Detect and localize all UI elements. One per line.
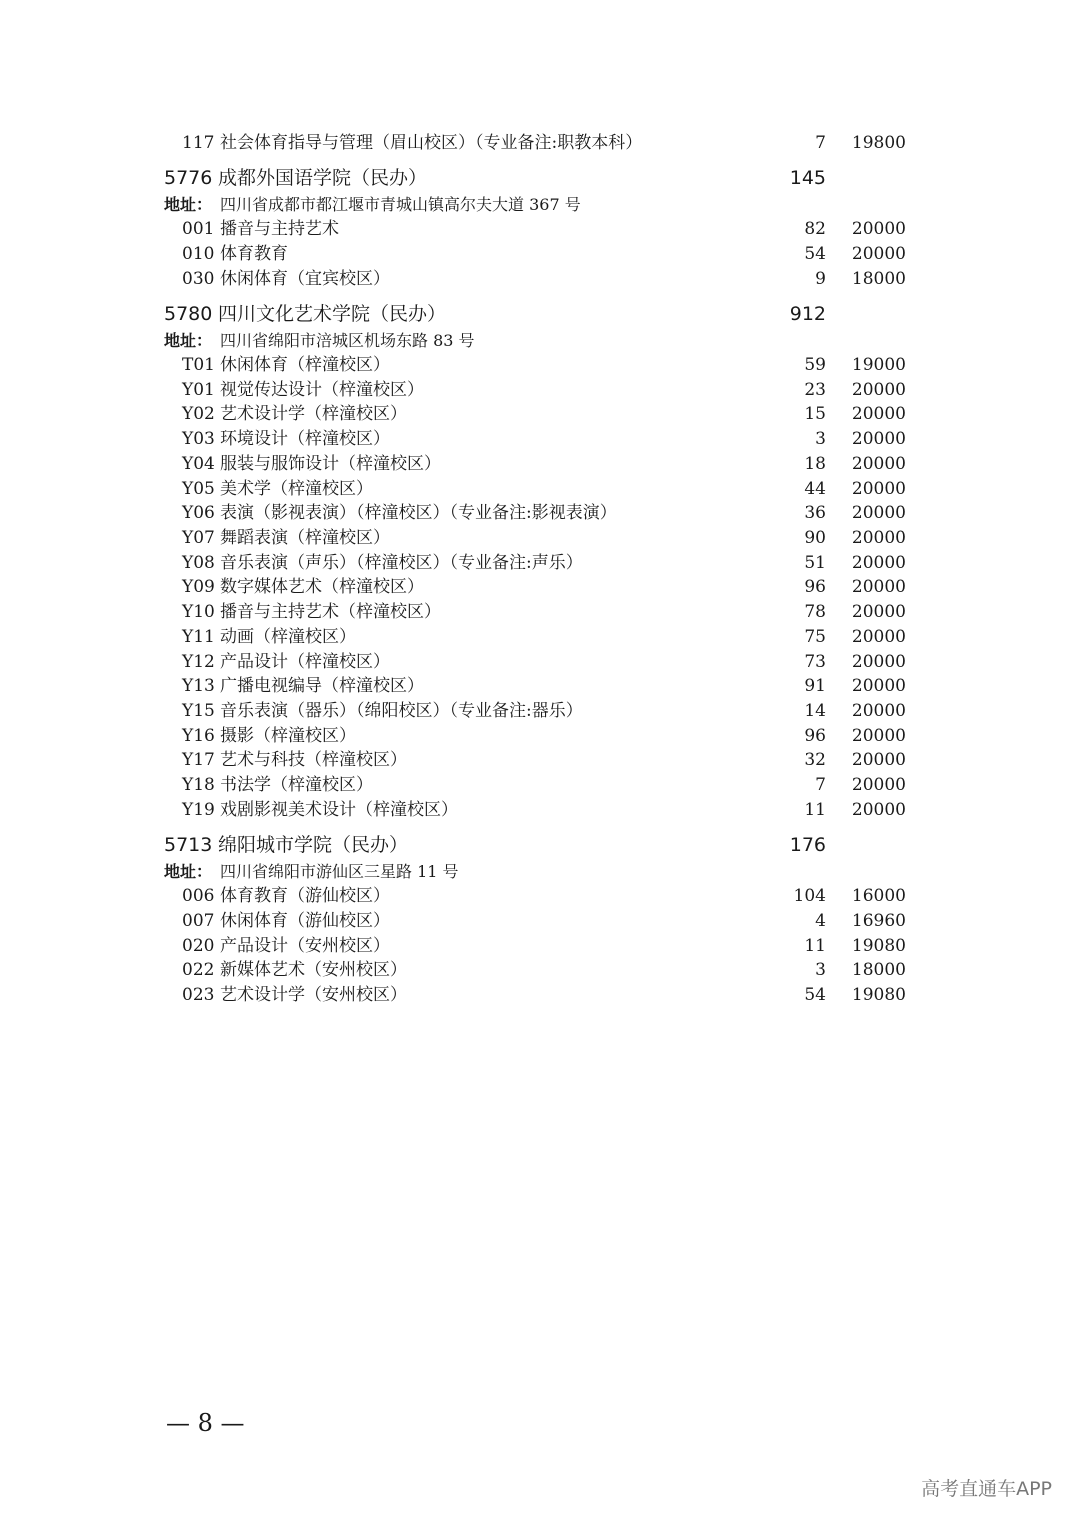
program-count: 91 [804,676,826,696]
program-name: 戏剧影视美术设计（梓潼校区） [220,800,458,820]
program-code: 001 [182,219,215,239]
program-code: Y01 [182,380,215,400]
program-row [0,650,1080,675]
program-name: 休闲体育（梓潼校区） [220,355,390,375]
program-count: 23 [804,380,826,400]
program-code: Y19 [182,800,215,820]
program-code: Y13 [182,676,215,696]
program-code: Y15 [182,701,215,721]
program-fee: 20000 [851,726,906,746]
program-name: 新媒体艺术（安州校区） [220,960,407,980]
school-header [0,833,1080,858]
program-row [0,798,1080,823]
program-row [0,353,1080,378]
program-count: 3 [815,960,826,980]
school-code: 5713 [164,834,213,856]
program-name: 社会体育指导与管理（眉山校区）（专业备注:职教本科） [220,133,643,153]
program-code: Y09 [182,577,215,597]
program-fee: 16960 [851,911,906,931]
address-text: 四川省成都市都江堰市青城山镇高尔夫大道 367 号 [220,195,581,214]
program-name: 艺术设计学（安州校区） [220,985,407,1005]
program-code: 022 [182,960,215,980]
program-code: Y18 [182,775,215,795]
watermark-text: 高考直通车APP [921,1478,1052,1500]
school-name: 四川文化艺术学院（民办） [218,303,447,325]
program-fee: 19080 [851,985,906,1005]
program-name: 视觉传达设计（梓潼校区） [220,380,424,400]
program-count: 14 [804,701,826,721]
program-fee: 20000 [851,553,906,573]
program-code: Y16 [182,726,215,746]
program-row [0,242,1080,267]
program-fee: 19800 [851,133,906,153]
program-name: 体育教育（游仙校区） [220,886,390,906]
school-count: 176 [789,834,826,856]
address-label: 地址： [164,331,213,350]
program-row [0,131,1080,156]
program-name: 书法学（梓潼校区） [220,775,373,795]
program-fee: 20000 [851,652,906,672]
school-header [0,166,1080,191]
program-row [0,983,1080,1008]
program-fee: 20000 [851,219,906,239]
school-address [0,192,1080,217]
program-name: 休闲体育（宜宾校区） [220,269,390,289]
program-row [0,958,1080,983]
program-code: T01 [182,355,215,375]
program-name: 音乐表演（器乐）（绵阳校区）（专业备注:器乐） [220,701,583,721]
program-name: 表演（影视表演）（梓潼校区）（专业备注:影视表演） [220,503,617,523]
program-name: 美术学（梓潼校区） [220,479,373,499]
program-row [0,575,1080,600]
school-address [0,328,1080,353]
program-fee: 20000 [851,380,906,400]
program-code: Y03 [182,429,215,449]
program-code: Y10 [182,602,215,622]
program-count: 11 [804,936,826,956]
program-code: Y05 [182,479,215,499]
school-count: 145 [789,167,826,189]
program-name: 舞蹈表演（梓潼校区） [220,528,390,548]
program-count: 36 [804,503,826,523]
program-count: 7 [815,775,826,795]
program-fee: 20000 [851,602,906,622]
program-name: 数字媒体艺术（梓潼校区） [220,577,424,597]
address-text: 四川省绵阳市涪城区机场东路 83 号 [220,331,475,350]
school-code: 5780 [164,303,213,325]
program-code: Y17 [182,750,215,770]
program-code: Y06 [182,503,215,523]
program-name: 环境设计（梓潼校区） [220,429,390,449]
program-row [0,267,1080,292]
program-row [0,526,1080,551]
program-code: 117 [182,133,215,153]
program-count: 15 [804,404,826,424]
program-count: 54 [804,244,826,264]
program-fee: 20000 [851,503,906,523]
program-count: 96 [804,726,826,746]
program-fee: 20000 [851,429,906,449]
program-count: 78 [804,602,826,622]
program-count: 82 [804,219,826,239]
address-label: 地址： [164,195,213,214]
program-fee: 20000 [851,404,906,424]
program-row [0,402,1080,427]
program-fee: 20000 [851,775,906,795]
school-address [0,859,1080,884]
program-fee: 20000 [851,701,906,721]
program-count: 59 [804,355,826,375]
program-fee: 20000 [851,800,906,820]
program-code: Y12 [182,652,215,672]
program-fee: 19000 [851,355,906,375]
program-count: 90 [804,528,826,548]
program-code: 023 [182,985,215,1005]
program-row [0,699,1080,724]
program-fee: 20000 [851,479,906,499]
program-fee: 16000 [851,886,906,906]
program-count: 44 [804,479,826,499]
program-code: 007 [182,911,215,931]
program-name: 休闲体育（游仙校区） [220,911,390,931]
program-code: Y08 [182,553,215,573]
program-fee: 20000 [851,627,906,647]
program-row [0,217,1080,242]
address-text: 四川省绵阳市游仙区三星路 11 号 [220,862,459,881]
program-row [0,909,1080,934]
school-name: 成都外国语学院（民办） [218,167,428,189]
program-count: 73 [804,652,826,672]
program-row [0,551,1080,576]
program-count: 54 [804,985,826,1005]
program-name: 音乐表演（声乐）（梓潼校区）（专业备注:声乐） [220,553,583,573]
program-row [0,378,1080,403]
program-fee: 20000 [851,750,906,770]
school-count: 912 [789,303,826,325]
program-row [0,748,1080,773]
program-count: 11 [804,800,826,820]
program-fee: 20000 [851,528,906,548]
program-row [0,724,1080,749]
school-code: 5776 [164,167,213,189]
program-name: 艺术设计学（梓潼校区） [220,404,407,424]
program-count: 104 [793,886,826,906]
program-row [0,773,1080,798]
program-name: 摄影（梓潼校区） [220,726,356,746]
page-number: — 8 — [166,1409,245,1437]
program-count: 4 [815,911,826,931]
program-count: 18 [804,454,826,474]
program-code: Y02 [182,404,215,424]
program-code: Y11 [182,627,215,647]
program-fee: 18000 [851,269,906,289]
program-name: 艺术与科技（梓潼校区） [220,750,407,770]
program-row [0,427,1080,452]
program-name: 播音与主持艺术（梓潼校区） [220,602,441,622]
program-name: 服装与服饰设计（梓潼校区） [220,454,441,474]
program-name: 产品设计（安州校区） [220,936,390,956]
program-row [0,501,1080,526]
program-row [0,477,1080,502]
address-label: 地址： [164,862,213,881]
program-row [0,600,1080,625]
program-code: 010 [182,244,215,264]
program-row [0,452,1080,477]
program-fee: 20000 [851,244,906,264]
program-name: 播音与主持艺术 [220,219,339,239]
program-row [0,625,1080,650]
program-code: Y07 [182,528,215,548]
program-fee: 18000 [851,960,906,980]
program-fee: 20000 [851,676,906,696]
program-name: 动画（梓潼校区） [220,627,356,647]
school-header [0,302,1080,327]
program-count: 75 [804,627,826,647]
program-fee: 20000 [851,454,906,474]
program-code: 030 [182,269,215,289]
program-fee: 20000 [851,577,906,597]
program-fee: 19080 [851,936,906,956]
program-count: 96 [804,577,826,597]
program-count: 9 [815,269,826,289]
program-code: 020 [182,936,215,956]
program-row [0,884,1080,909]
program-name: 体育教育 [220,244,288,264]
program-name: 广播电视编导（梓潼校区） [220,676,424,696]
program-code: Y04 [182,454,215,474]
program-count: 7 [815,133,826,153]
program-count: 3 [815,429,826,449]
program-count: 51 [804,553,826,573]
program-code: 006 [182,886,215,906]
program-row [0,934,1080,959]
school-name: 绵阳城市学院（民办） [218,834,409,856]
program-row [0,674,1080,699]
program-name: 产品设计（梓潼校区） [220,652,390,672]
program-count: 32 [804,750,826,770]
